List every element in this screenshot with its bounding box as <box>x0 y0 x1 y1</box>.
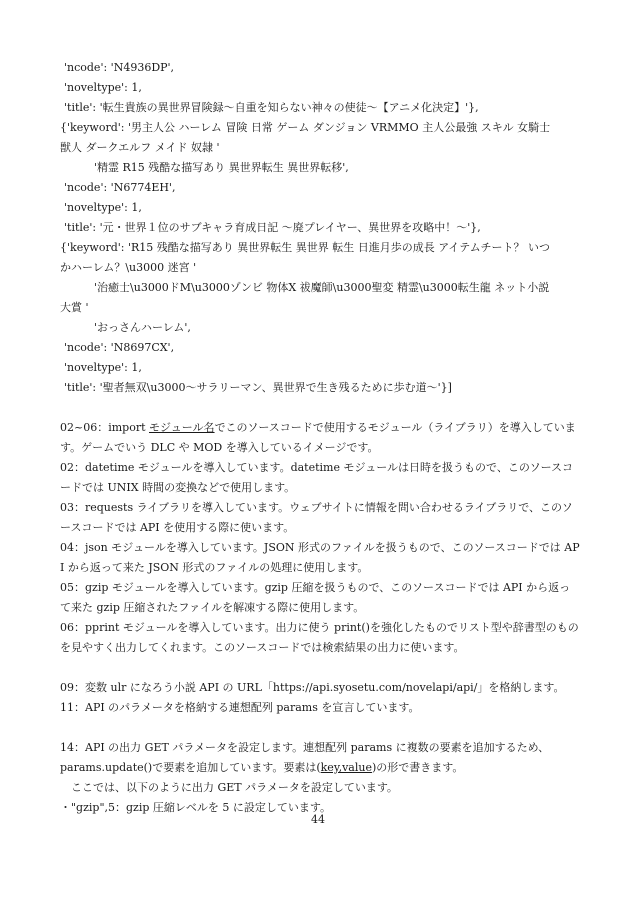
code-line: {'keyword': 'R15 残酷な描写あり 異世界転生 異世界 転生 日進月歩の成長 アイテムチート？ いつ <box>60 241 550 254</box>
underlined-term: モジュール名 <box>149 421 215 434</box>
line-prefix: 02~06：import <box>60 421 149 434</box>
spacer <box>60 718 580 738</box>
paragraph: 11：API のパラメータを格納する連想配列 params を宣言しています。 <box>60 701 420 714</box>
line-text: )の形で書きます。 <box>371 761 464 774</box>
code-line: 'noveltype': 1, <box>64 361 142 374</box>
code-line: 'title': '元・世界１位のサブキャラ育成日記 ～廃プレイヤー、異世界を攻略中！～'}, <box>64 221 481 234</box>
paragraph: 03：requests ライブラリを導入しています。ウェブサイトに情報を問い合わせるライブラリで、このソースコードでは API を使用する際に使います。 <box>60 501 573 534</box>
page-number: 44 <box>311 813 325 826</box>
paragraph: ・"gzip",5：gzip 圧縮レベルを 5 に設定しています。 <box>60 801 332 814</box>
code-line: 'title': '聖者無双\u3000～サラリーマン、異世界で生き残るために歩む道～'}] <box>64 381 452 394</box>
code-output-block <box>60 58 580 398</box>
paragraph: 09：変数 ulr になろう小説 API の URL「https://api.syosetu.com/novelapi/api/」を格納します。 <box>60 681 565 694</box>
variables-explanation <box>60 678 580 718</box>
code-line: 'ncode': 'N8697CX', <box>64 341 175 354</box>
spacer <box>60 398 580 418</box>
underlined-term: key,value <box>320 761 372 774</box>
line-prefix: params.update()で要素を追加しています。要素は( <box>60 761 321 774</box>
document-page <box>60 58 580 818</box>
code-line: {'keyword': '男主人公 ハーレム 冒険 日常 ゲーム ダンジョン VRMMO 主人公最強 スキル 女騎士 <box>60 121 551 134</box>
paragraph: 02：datetime モジュールを導入しています。datetime モジュールは日時を扱うもので、このソースコードでは UNIX 時間の変換などで使用します。 <box>60 461 574 494</box>
spacer <box>60 658 580 678</box>
paragraph: 06：pprint モジュールを導入しています。出力に使う print()を強化したものでリスト型や辞書型のものを見やすく出力してくれます。このソースコードでは検索結果の出力に使います。 <box>60 621 579 654</box>
code-line: 'ncode': 'N4936DP', <box>64 61 175 74</box>
code-line: 獣人 ダークエルフ メイド 奴隷 ' <box>60 141 220 154</box>
code-line: '治癒士\u3000ドM\u3000ゾンビ 物体X 祓魔師\u3000聖変 精霊\u3000転生龍 ネット小説 <box>94 281 550 294</box>
code-line: 大賞 ' <box>60 301 89 314</box>
code-line: 'noveltype': 1, <box>64 201 142 214</box>
paragraph: ここでは、以下のように出力 GET パラメータを設定しています。 <box>60 781 398 794</box>
params-explanation <box>60 738 580 818</box>
code-line: かハーレム？\u3000 迷宮 ' <box>60 261 197 274</box>
code-line: '精霊 R15 残酷な描写あり 異世界転生 異世界転移', <box>94 161 349 174</box>
line-text: でこのソースコードで使用するモジュール（ライブラリ）を導入しています。ゲームでいう DLC や MOD を導入しているイメージです。 <box>60 421 576 454</box>
paragraph <box>60 418 580 458</box>
code-line: 'title': '転生貴族の異世界冒険録～自重を知らない神々の使徒～【アニメ化決定】'}, <box>64 101 479 114</box>
code-line: 'noveltype': 1, <box>64 81 142 94</box>
paragraph: 04：json モジュールを導入しています。JSON 形式のファイルを扱うもので、このソースコードでは API から返って来た JSON 形式のファイルの処理に使用します。 <box>60 541 580 574</box>
imports-explanation <box>60 418 580 658</box>
paragraph: 14：API の出力 GET パラメータを設定します。連想配列 params に複数の要素を追加するため、 <box>60 741 550 754</box>
paragraph: 05：gzip モジュールを導入しています。gzip 圧縮を扱うもので、このソースコードでは API から返って来た gzip 圧縮されたファイルを解凍する際に使用します。 <box>60 581 571 614</box>
code-line: 'ncode': 'N6774EH', <box>64 181 176 194</box>
code-line: 'おっさんハーレム', <box>94 321 191 334</box>
paragraph <box>60 758 580 778</box>
